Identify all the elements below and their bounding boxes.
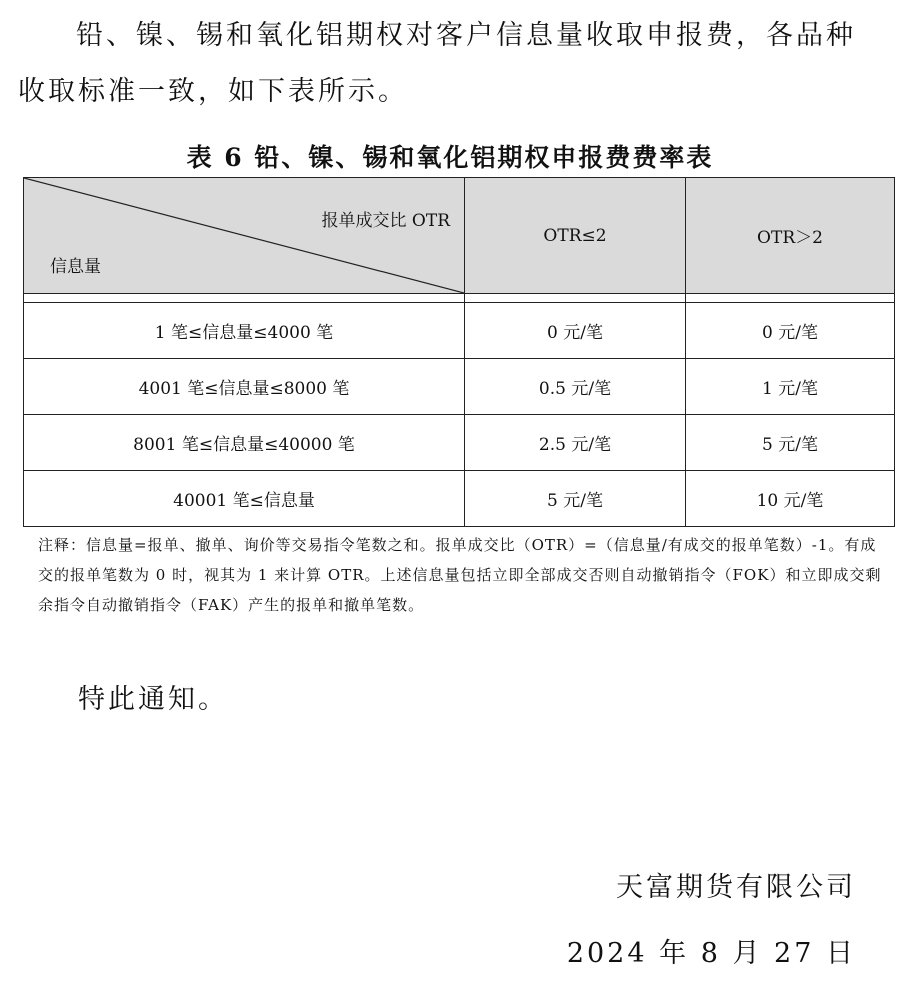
diagonal-header-cell bbox=[24, 178, 465, 294]
header-volume-label: 信息量 bbox=[50, 257, 101, 277]
table-header-row bbox=[24, 178, 895, 294]
header-otr-low: OTR≤2 bbox=[465, 178, 686, 294]
row-range: 8001 笔≤信息量≤40000 笔 bbox=[24, 415, 465, 471]
table-row bbox=[24, 471, 895, 527]
table-row bbox=[24, 415, 895, 471]
signature-company: 天富期货有限公司 bbox=[616, 872, 856, 903]
row-range: 1 笔≤信息量≤4000 笔 bbox=[24, 303, 465, 359]
table-title: 表 6 铅、镍、锡和氧化铝期权申报费费率表 bbox=[186, 143, 714, 172]
header-otr-high: OTR＞2 bbox=[686, 178, 895, 294]
fee-rate-table bbox=[23, 177, 895, 527]
row-fee-low: 0 元/笔 bbox=[465, 303, 686, 359]
table-note: 注释：信息量=报单、撤单、询价等交易指令笔数之和。报单成交比（OTR）=（信息量/有成交的报单笔数）-1。有成交的报单笔数为 0 时，视其为 1 来计算 OTR。上述信息量包括立即全部成交否则自动撤销指令（FOK）和立即成交剩余指令自动撤销指令（FAK）产生的报单和撤单笔数。 bbox=[38, 536, 882, 614]
table-row bbox=[24, 359, 895, 415]
row-fee-high: 1 元/笔 bbox=[686, 359, 895, 415]
closing-text: 特此通知。 bbox=[78, 684, 228, 715]
table-spacer-row bbox=[24, 294, 895, 303]
header-otr-label: 报单成交比 OTR bbox=[321, 211, 450, 231]
signature-date: 2024 年 8 月 27 日 bbox=[566, 938, 856, 969]
row-range: 40001 笔≤信息量 bbox=[24, 471, 465, 527]
row-fee-low: 2.5 元/笔 bbox=[465, 415, 686, 471]
row-fee-high: 5 元/笔 bbox=[686, 415, 895, 471]
row-fee-low: 5 元/笔 bbox=[465, 471, 686, 527]
row-fee-low: 0.5 元/笔 bbox=[465, 359, 686, 415]
row-fee-high: 10 元/笔 bbox=[686, 471, 895, 527]
row-range: 4001 笔≤信息量≤8000 笔 bbox=[24, 359, 465, 415]
table-row bbox=[24, 303, 895, 359]
row-fee-high: 0 元/笔 bbox=[686, 303, 895, 359]
intro-paragraph: 铅、镍、锡和氧化铝期权对客户信息量收取申报费，各品种收取标准一致，如下表所示。 bbox=[18, 20, 856, 107]
